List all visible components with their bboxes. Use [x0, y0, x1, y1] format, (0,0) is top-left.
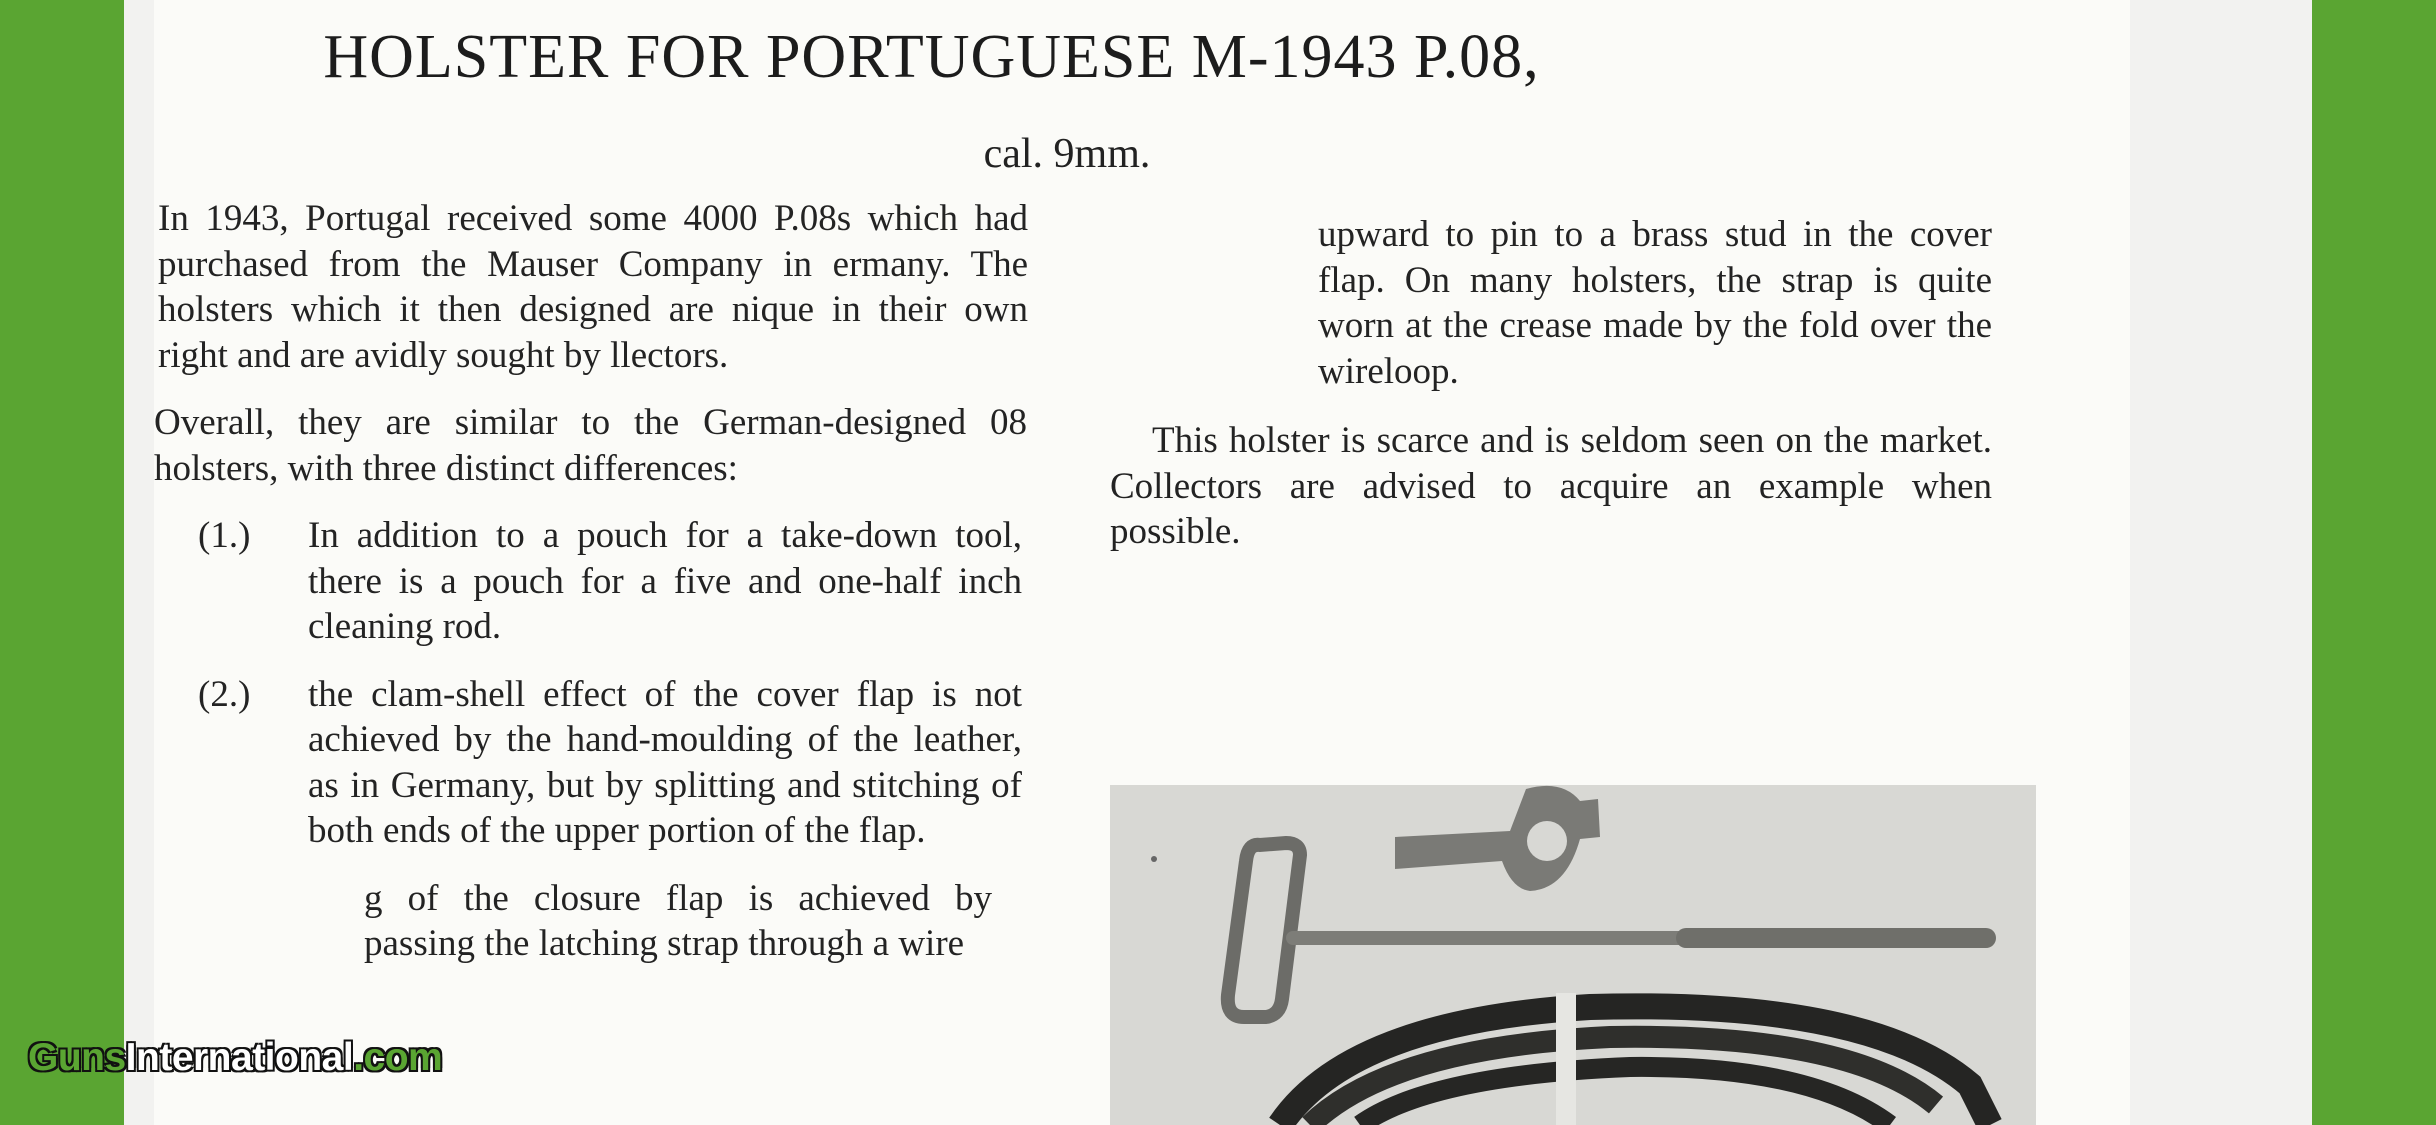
intro-paragraph: In 1943, Portugal received some 4000 P.08s which had purchased from the Mauser Company in ermany. The holsters which it then designed are nique in their own right and are avidly sought by llectors. — [158, 198, 1028, 376]
list-item-number: (2.) — [198, 673, 251, 715]
list-item — [198, 513, 1027, 650]
item-3-text-partial: g of the closure flap is achieved by passing the latching strap through a wire — [364, 877, 992, 964]
page-subtitle: cal. 9mm. — [983, 131, 1151, 177]
cleaning-rod-and-tool-image — [1110, 785, 2036, 1125]
list-item-number: (1.) — [198, 515, 251, 556]
differences-list — [154, 513, 1027, 854]
scarcity-paragraph: This holster is scarce and is seldom seen on the market. Collectors are advised to acquire an example when possible. — [1110, 420, 1992, 552]
left-column — [154, 196, 1027, 967]
left-page-margin — [124, 0, 154, 1125]
right-page-margin — [2130, 0, 2312, 1125]
right-column — [1110, 212, 1992, 555]
document-page — [154, 0, 2130, 1125]
list-item — [198, 672, 1027, 854]
watermark-brand-part2: International — [125, 1036, 354, 1079]
right-green-border — [2312, 0, 2436, 1125]
watermark-logo — [28, 1036, 442, 1080]
overall-paragraph: Overall, they are similar to the German-designed 08 holsters, with three distinct differences: — [154, 402, 1027, 489]
left-green-border — [0, 0, 124, 1125]
page-title: HOLSTER FOR PORTUGUESE M-1943 P.08, — [323, 23, 1540, 91]
continuation-paragraph: upward to pin to a brass stud in the cover flap. On many holsters, the strap is quite worn at the crease made by the fold over the wireloop. — [1318, 214, 1992, 392]
list-item-text: the clam-shell effect of the cover flap is not achieved by the hand-moulding of the leather, as in Germany, but by splitting and stitching of both ends of the upper portion of the flap. — [308, 673, 1022, 851]
watermark-brand-part3: .com — [353, 1036, 443, 1079]
list-item-text: In addition to a pouch for a take-down tool, there is a pouch for a five and one-half inch cleaning rod. — [308, 515, 1022, 647]
watermark-brand-part1: Guns — [28, 1036, 126, 1079]
holster-tools-photo — [1110, 785, 2036, 1125]
